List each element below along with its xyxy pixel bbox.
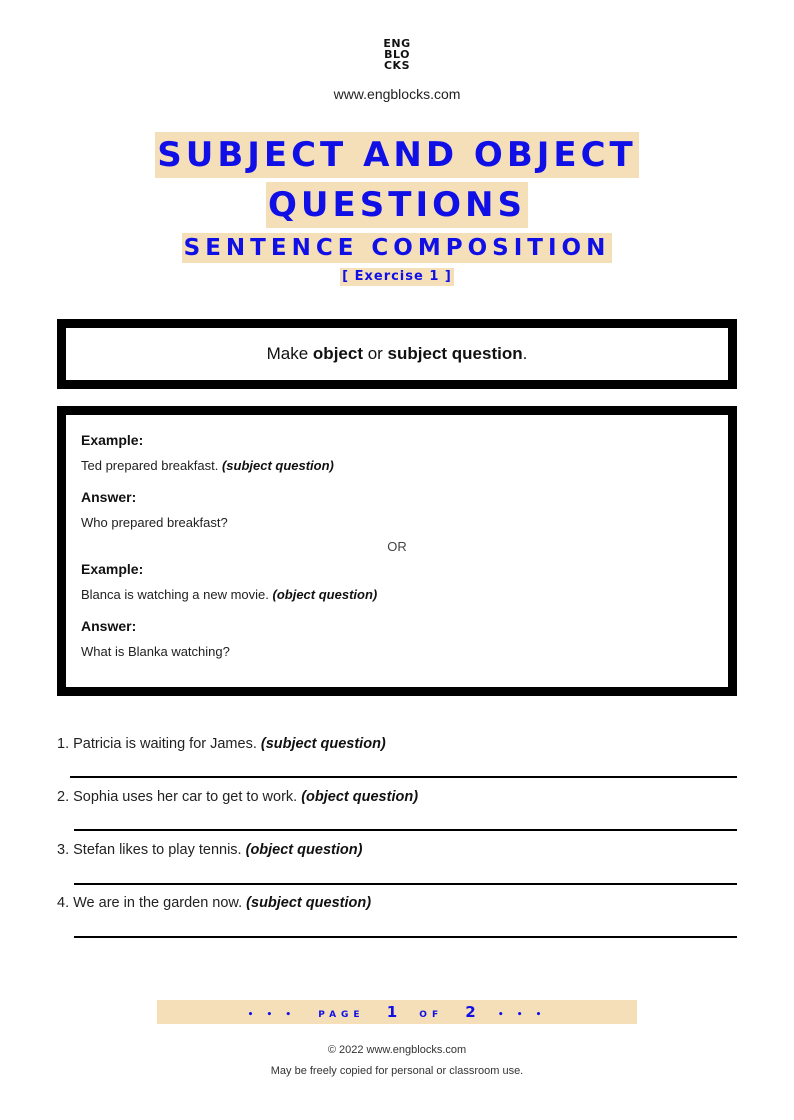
instruction-prefix: Make bbox=[266, 344, 313, 363]
question-tag: (object question) bbox=[245, 842, 363, 858]
instruction-box bbox=[57, 319, 737, 389]
question-text: 4. We are in the garden now. bbox=[57, 895, 243, 911]
question-tag: (subject question) bbox=[246, 895, 372, 911]
answer-text: What is Blanka watching? bbox=[81, 644, 230, 659]
pager-dots-left: • • • bbox=[247, 1010, 297, 1020]
instruction-suffix: . bbox=[522, 344, 528, 363]
example-sentence-text: Ted prepared breakfast. bbox=[81, 458, 219, 473]
subtitle-text: SENTENCE COMPOSITION bbox=[183, 235, 611, 261]
site-url: www.engblocks.com bbox=[333, 86, 461, 102]
pager-page-word: PAGE bbox=[318, 1010, 365, 1020]
pager-total: 2 bbox=[465, 1003, 476, 1021]
exercise-label bbox=[0, 267, 794, 286]
answer-label: Answer: bbox=[81, 489, 137, 505]
answer-block-1 bbox=[81, 488, 713, 531]
question-4 bbox=[57, 895, 371, 911]
instruction-middle: or bbox=[362, 344, 388, 363]
subtitle bbox=[0, 233, 794, 263]
example-label: Example: bbox=[81, 561, 144, 577]
answer-line-3[interactable] bbox=[74, 883, 737, 885]
license-note: May be freely copied for personal or classroom use. bbox=[270, 1065, 524, 1077]
pager-current: 1 bbox=[386, 1003, 398, 1021]
exercise-text: [ Exercise 1 ] bbox=[342, 269, 452, 284]
pager-dots-right: • • • bbox=[497, 1010, 547, 1020]
question-text: 3. Stefan likes to play tennis. bbox=[57, 842, 242, 858]
example-sentence bbox=[81, 586, 713, 603]
question-text: 1. Patricia is waiting for James. bbox=[57, 736, 257, 752]
example-box bbox=[57, 406, 737, 696]
example-sentence bbox=[81, 457, 713, 474]
question-3 bbox=[57, 842, 362, 858]
answer-line-4[interactable] bbox=[74, 936, 737, 938]
question-text: 2. Sophia uses her car to get to work. bbox=[57, 789, 298, 805]
title-line-2: QUESTIONS bbox=[266, 182, 528, 228]
example-block-2 bbox=[81, 560, 713, 603]
logo-line: ENG bbox=[383, 37, 411, 50]
answer-text: Who prepared breakfast? bbox=[81, 515, 228, 530]
or-divider: OR bbox=[387, 539, 407, 554]
logo-line: BLO bbox=[384, 48, 410, 61]
instruction-bold-object: object bbox=[312, 344, 363, 363]
answer-block-2 bbox=[81, 617, 713, 660]
answer-line-1[interactable] bbox=[70, 776, 737, 778]
logo-line: CKS bbox=[383, 59, 411, 72]
instruction-bold-subject: subject question bbox=[387, 344, 523, 363]
page-title bbox=[0, 132, 794, 178]
title-line-1: SUBJECT AND OBJECT bbox=[155, 132, 639, 178]
example-sentence-text: Blanca is watching a new movie. bbox=[81, 587, 269, 602]
page-indicator bbox=[157, 1000, 637, 1024]
question-2 bbox=[57, 789, 418, 805]
answer-line-2[interactable] bbox=[74, 829, 737, 831]
pager-of-word: OF bbox=[419, 1010, 444, 1020]
answer-label: Answer: bbox=[81, 618, 137, 634]
example-tag: (subject question) bbox=[221, 458, 334, 473]
question-tag: (subject question) bbox=[260, 736, 386, 752]
question-1 bbox=[57, 736, 386, 752]
page-title-continued bbox=[0, 182, 794, 228]
copyright: © 2022 www.engblocks.com bbox=[327, 1044, 467, 1056]
engblocks-logo bbox=[0, 38, 794, 71]
question-tag: (object question) bbox=[301, 789, 419, 805]
example-label: Example: bbox=[81, 432, 144, 448]
example-tag: (object question) bbox=[272, 587, 378, 602]
example-block-1 bbox=[81, 431, 713, 474]
